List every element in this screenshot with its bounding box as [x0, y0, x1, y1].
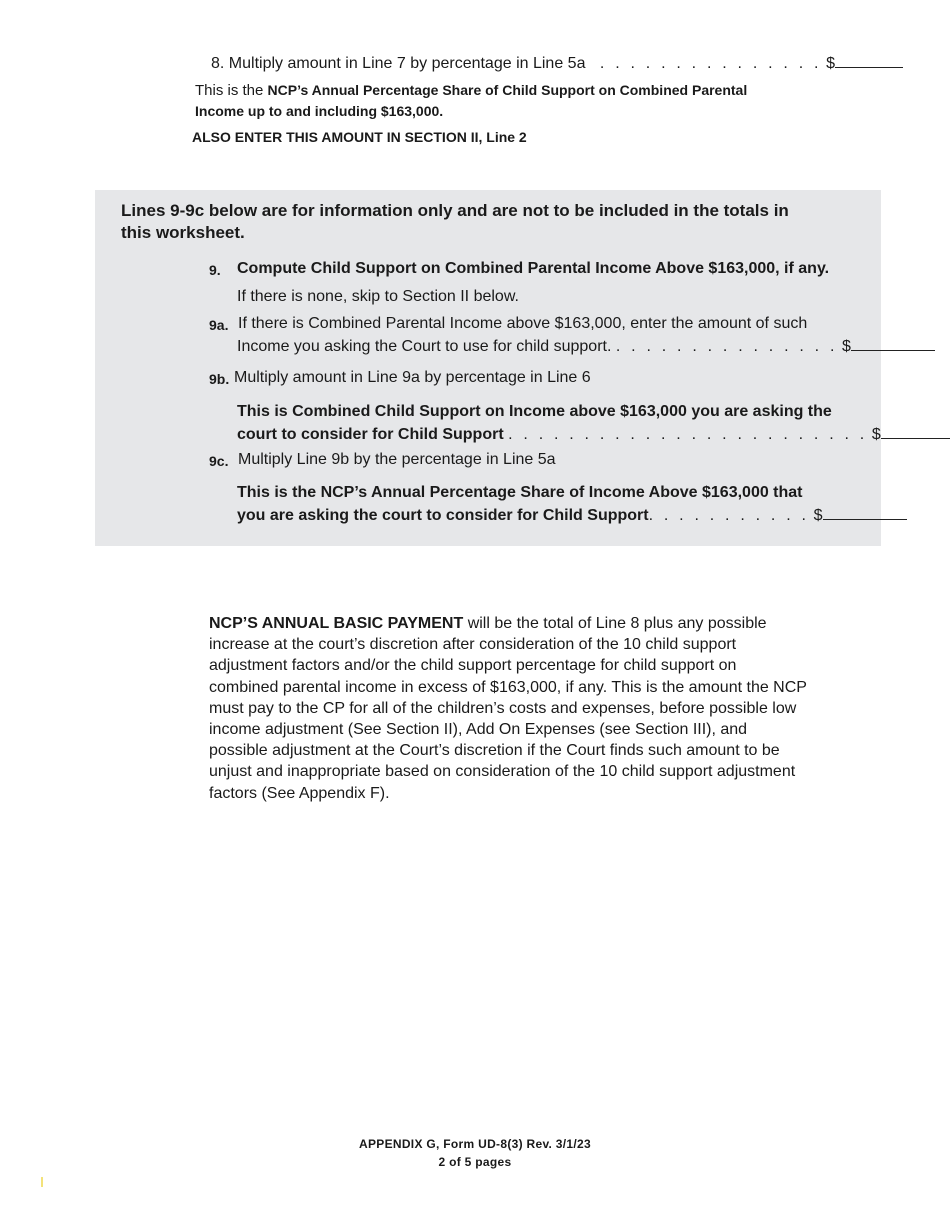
line-9a-text-2-row [237, 336, 935, 356]
line-9b-currency: $ [871, 426, 881, 443]
line-9a-text-1: If there is Combined Parental Income above $163,000, enter the amount of such [238, 315, 808, 332]
line-9-text: Compute Child Support on Combined Parental Income Above $163,000, if any. [237, 260, 830, 277]
line-9c-amount-field[interactable] [823, 505, 907, 520]
basic-payment-body: will be the total of Line 8 plus any possible increase at the court’s discretion after consideration of the 10 child support adjustment factors and/or the child support percentage for child support on combined parental income in excess of $163,000, if any. This is the amount the NCP must pay to the CP for all of the children’s costs and expenses, before possible low income adjustment (See Section II), Add On Expenses (see Section III), and possible adjustment at the Court’s discretion if the Court finds such amount to be unjust and inappropriate based on consideration of the 10 child support adjustment factors (See Appendix F). [209, 615, 807, 802]
line-9-skip-note: If there is none, skip to Section II below. [237, 288, 519, 305]
line-8-note-bold-1: NCP’s Annual Percentage Share of Child Support on Combined Parental [267, 82, 748, 98]
line-9c-dots: . . . . . . . . . . . [648, 507, 810, 524]
edge-mark [41, 1177, 43, 1187]
basic-payment-paragraph [209, 613, 809, 804]
footer-page-number: 2 of 5 pages [438, 1155, 512, 1169]
line-9a-currency: $ [842, 338, 851, 355]
line-9b-note-2: court to consider for Child Support [237, 426, 504, 443]
line-9a-label: 9a. [209, 317, 229, 333]
line-8 [211, 53, 903, 73]
line-9c-currency: $ [813, 507, 823, 524]
line-8-currency: $ [826, 55, 835, 72]
basic-payment-heading: NCP’S ANNUAL BASIC PAYMENT [209, 615, 464, 632]
line-8-note-bold-2: Income up to and including $163,000. [195, 103, 444, 119]
footer-form-id: APPENDIX G, Form UD-8(3) Rev. 3/1/23 [359, 1137, 591, 1151]
line-9c-label: 9c. [209, 453, 229, 469]
line-9-label: 9. [209, 262, 221, 278]
info-box-heading: Lines 9-9c below are for information only and are not to be included in the totals in this worksheet. [121, 201, 789, 242]
line-9b-label: 9b. [209, 371, 230, 387]
also-enter-instruction: ALSO ENTER THIS AMOUNT IN SECTION II, Line 2 [192, 129, 527, 145]
line-9b-text: Multiply amount in Line 9a by percentage in Line 6 [234, 369, 591, 386]
line-9c-note-2: you are asking the court to consider for Child Support [237, 507, 649, 524]
line-9a-amount-field[interactable] [851, 336, 935, 351]
line-9a-text-2: Income you asking the Court to use for child support. [237, 338, 612, 355]
line-9c-note-2-row [237, 505, 907, 525]
line-9c-note-1: This is the NCP’s Annual Percentage Share of Income Above $163,000 that [237, 484, 803, 501]
line-9b-note-2-row [237, 424, 950, 444]
line-9c-text: Multiply Line 9b by the percentage in Line 5a [238, 451, 556, 468]
line-9b-amount-field[interactable] [881, 424, 950, 439]
line-8-dots: . . . . . . . . . . . . . . . [599, 55, 822, 72]
line-9a-dots: . . . . . . . . . . . . . . . [615, 338, 838, 355]
line-9b-note-1: This is Combined Child Support on Income above $163,000 you are asking the [237, 403, 832, 420]
line-8-note [195, 80, 747, 122]
line-8-amount-field[interactable] [835, 53, 903, 68]
line-8-note-prefix: This is the [195, 82, 268, 99]
line-9b-dots: . . . . . . . . . . . . . . . . . . . . . . . . [508, 426, 868, 443]
line-8-text: 8. Multiply amount in Line 7 by percentage in Line 5a [211, 55, 586, 72]
